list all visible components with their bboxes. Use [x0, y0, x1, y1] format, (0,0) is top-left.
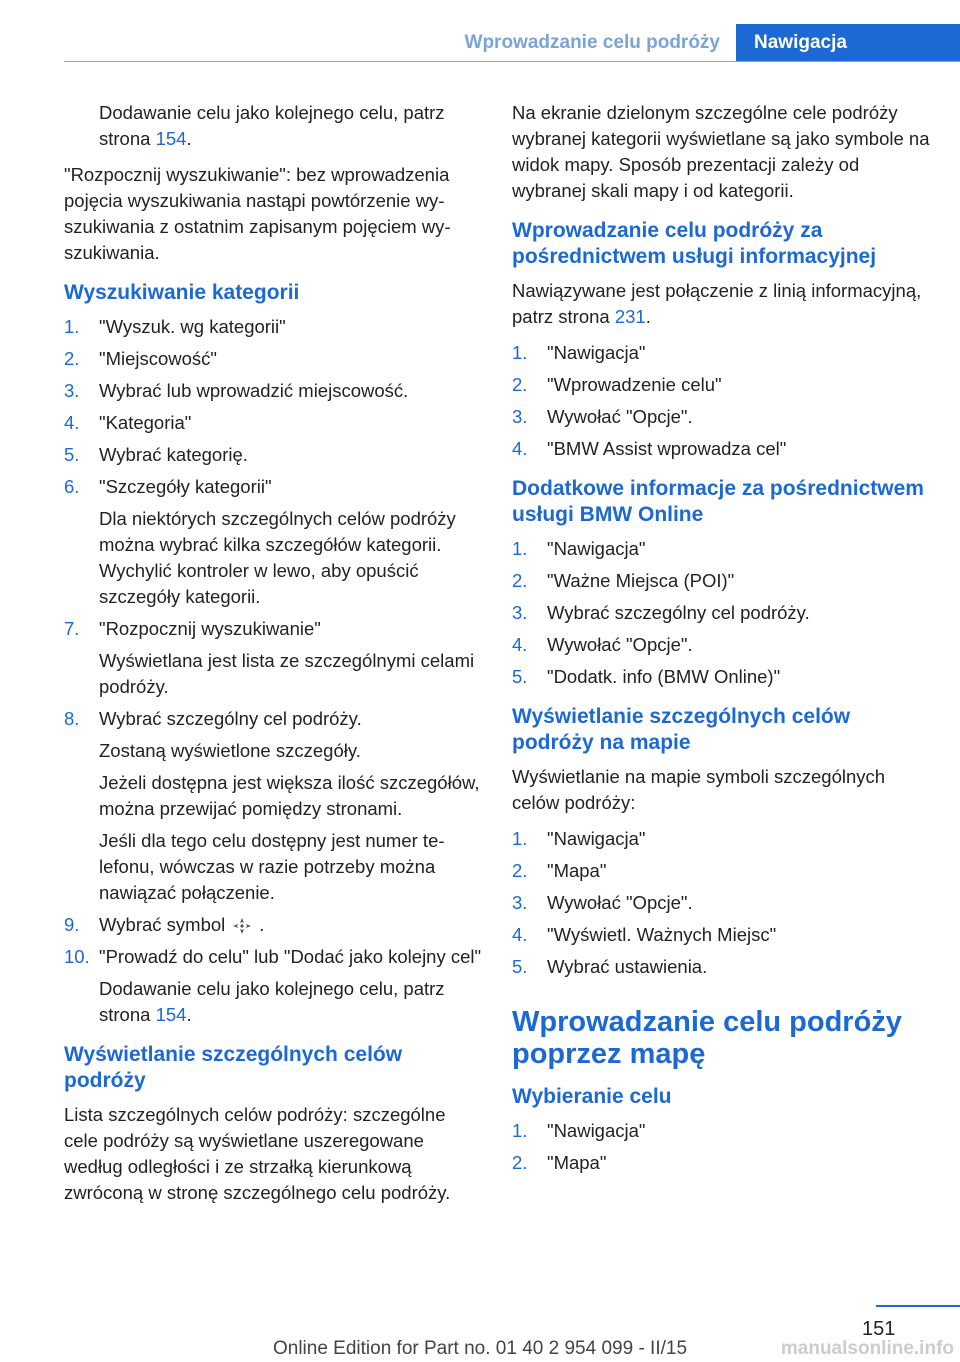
step-number: 4. [512, 634, 528, 655]
step-text: "Nawigacja" [547, 1120, 646, 1141]
select-destination-steps [512, 1118, 932, 1176]
step-number: 2. [512, 374, 528, 395]
heading-show-poi: Wyświetlanie szczególnych celów podróży [64, 1043, 403, 1092]
list-item [512, 600, 932, 626]
step-text: Wybrać kategorię. [99, 444, 248, 465]
section-title-map-destination: Wprowadzanie celu podróży poprzez mapę [512, 1006, 902, 1070]
list-item [512, 664, 932, 690]
heading-info-service: Wprowadzanie celu podróży za pośrednictwem usługi informacyjnej [512, 219, 877, 268]
list-item [512, 340, 932, 366]
step-text: "Dodatk. info (BMW Online)" [547, 666, 781, 687]
list-item [64, 474, 484, 610]
list-item [512, 890, 932, 916]
step-note: Jeżeli dostępna jest większa ilość szczegółów, można przewijać pomiędzy stronami. [99, 772, 480, 819]
step-text: "Nawigacja" [547, 828, 646, 849]
step-number: 10. [64, 946, 90, 967]
header-section-title: Wprowadzanie celu podróży [464, 32, 720, 53]
heading-category-search: Wyszukiwanie kategorii [64, 281, 300, 304]
page-link[interactable]: 231 [614, 306, 646, 327]
footer-accent-line [876, 1305, 960, 1307]
step-number: 9. [64, 914, 80, 935]
poi-navigation-icon [231, 916, 253, 936]
list-item [512, 858, 932, 884]
list-item [512, 536, 932, 562]
step-text: "Ważne Miejsca (POI)" [547, 570, 735, 591]
step-text: Wybrać symbol . [99, 914, 265, 935]
list-item [512, 1150, 932, 1176]
list-item [512, 568, 932, 594]
step-text: "Prowadź do celu" lub "Dodać jako kolejny cel" [99, 946, 482, 967]
heading-bmw-online: Dodatkowe informacje za pośrednictwem usługi BMW Online [512, 477, 924, 526]
step-number: 3. [512, 406, 528, 427]
split-screen-paragraph: Na ekranie dzielonym szczególne cele podróży wybranej kategorii wyświetlane są jako symbole na widok mapy. Sposób prezentacji zależy od wybranej skali mapy i od kategorii. [512, 102, 930, 201]
header-divider [64, 61, 960, 62]
list-item [64, 442, 484, 468]
step-text: "BMW Assist wprowadza cel" [547, 438, 787, 459]
step-text: Wywołać "Opcje". [547, 892, 693, 913]
step-number: 4. [64, 412, 80, 433]
list-item [64, 314, 484, 340]
step-text: "Wyświetl. Ważnych Miejsc" [547, 924, 777, 945]
step-number: 5. [512, 666, 528, 687]
left-column [64, 100, 484, 1216]
list-item [512, 372, 932, 398]
list-item [64, 706, 484, 906]
step-number: 2. [512, 1152, 528, 1173]
step-text: Wywołać "Opcje". [547, 406, 693, 427]
step-note: Zostaną wyświetlone szczegóły. [99, 740, 361, 761]
page-header [0, 0, 960, 62]
intro-paragraph: Dodawanie celu jako kolejnego celu, patrz strona 154. [99, 102, 445, 149]
watermark-logo: manualsonline.info [780, 1338, 954, 1359]
step-text: "Miejscowość" [99, 348, 217, 369]
header-chapter-tab: Nawigacja [736, 24, 960, 62]
list-item [64, 378, 484, 404]
step-number: 3. [64, 380, 80, 401]
poi-map-steps [512, 826, 932, 980]
step-number: 4. [512, 438, 528, 459]
heading-poi-on-map: Wyświetlanie szczególnych celów podróży na mapie [512, 705, 851, 754]
step-number: 2. [512, 570, 528, 591]
heading-select-destination: Wybieranie celu [512, 1085, 672, 1108]
page-link[interactable]: 154 [155, 1004, 187, 1025]
step-number: 1. [512, 1120, 528, 1141]
step-number: 4. [512, 924, 528, 945]
step-text: "Mapa" [547, 1152, 607, 1173]
list-item [512, 1118, 932, 1144]
step-text: "Kategoria" [99, 412, 192, 433]
step-number: 7. [64, 618, 80, 639]
info-service-steps [512, 340, 932, 462]
step-number: 1. [512, 538, 528, 559]
list-item [64, 616, 484, 700]
step-note: Wyświetlana jest lista ze szczególnymi celami podróży. [99, 650, 475, 697]
step-text: "Rozpocznij wyszukiwanie" [99, 618, 321, 639]
list-item [64, 410, 484, 436]
step-text: Wywołać "Opcje". [547, 634, 693, 655]
list-item [512, 632, 932, 658]
list-item [512, 826, 932, 852]
list-item [64, 912, 484, 938]
step-number: 3. [512, 602, 528, 623]
search-paragraph: "Rozpocznij wyszukiwanie": bez wprowadzenia pojęcia wyszukiwania nastąpi powtórzenie wyszukiwania z ostatnim zapisanym pojęciem wyszukiwania. [64, 164, 451, 263]
info-service-paragraph: Nawiązywane jest połączenie z linią informacyjną, patrz strona 231. [512, 280, 922, 327]
list-item [64, 944, 484, 1028]
list-item [64, 346, 484, 372]
step-note: Dodawanie celu jako kolejnego celu, patrz strona 154. [99, 978, 445, 1025]
step-number: 5. [512, 956, 528, 977]
step-number: 6. [64, 476, 80, 497]
step-text: "Wyszuk. wg kategorii" [99, 316, 286, 337]
category-search-steps [64, 314, 484, 1028]
step-number: 1. [512, 828, 528, 849]
step-number: 8. [64, 708, 80, 729]
step-number: 1. [512, 342, 528, 363]
list-item [512, 954, 932, 980]
right-column [512, 100, 932, 1182]
step-text: "Wprowadzenie celu" [547, 374, 722, 395]
step-text: Wybrać szczególny cel podróży. [547, 602, 810, 623]
step-text: "Mapa" [547, 860, 607, 881]
list-item [512, 404, 932, 430]
step-number: 1. [64, 316, 80, 337]
step-text: "Szczegóły kategorii" [99, 476, 272, 497]
step-text: Wybrać ustawienia. [547, 956, 708, 977]
poi-map-paragraph: Wyświetlanie na mapie symboli szczególnych celów podróży: [512, 766, 886, 813]
list-item [512, 436, 932, 462]
step-number: 2. [64, 348, 80, 369]
step-text: Wybrać lub wprowadzić miejscowość. [99, 380, 409, 401]
page-number: 151 [862, 1318, 896, 1340]
edition-footer: Online Edition for Part no. 01 40 2 954 099 - II/15 [272, 1338, 688, 1359]
list-item [512, 922, 932, 948]
step-text: "Nawigacja" [547, 538, 646, 559]
step-note: Jeśli dla tego celu dostępny jest numer telefonu, wówczas w razie potrzeby można nawiązać połączenie. [99, 830, 445, 903]
step-text: "Nawigacja" [547, 342, 646, 363]
step-text: Wybrać szczególny cel podróży. [99, 708, 362, 729]
step-note: Dla niektórych szczególnych celów podróży można wybrać kilka szczegółów kategorii. Wychylić kontroler w lewo, aby opuścić szczegóły kategorii. [99, 508, 456, 607]
step-number: 5. [64, 444, 80, 465]
page-link[interactable]: 154 [155, 128, 187, 149]
step-number: 2. [512, 860, 528, 881]
step-number: 3. [512, 892, 528, 913]
poi-paragraph: Lista szczególnych celów podróży: szczególne cele podróży są wyświetlane uszeregowane według odległości i ze strzałką kierunkową zwróconą w stronę szczególnego celu podróży. [64, 1104, 451, 1203]
bmw-online-steps [512, 536, 932, 690]
